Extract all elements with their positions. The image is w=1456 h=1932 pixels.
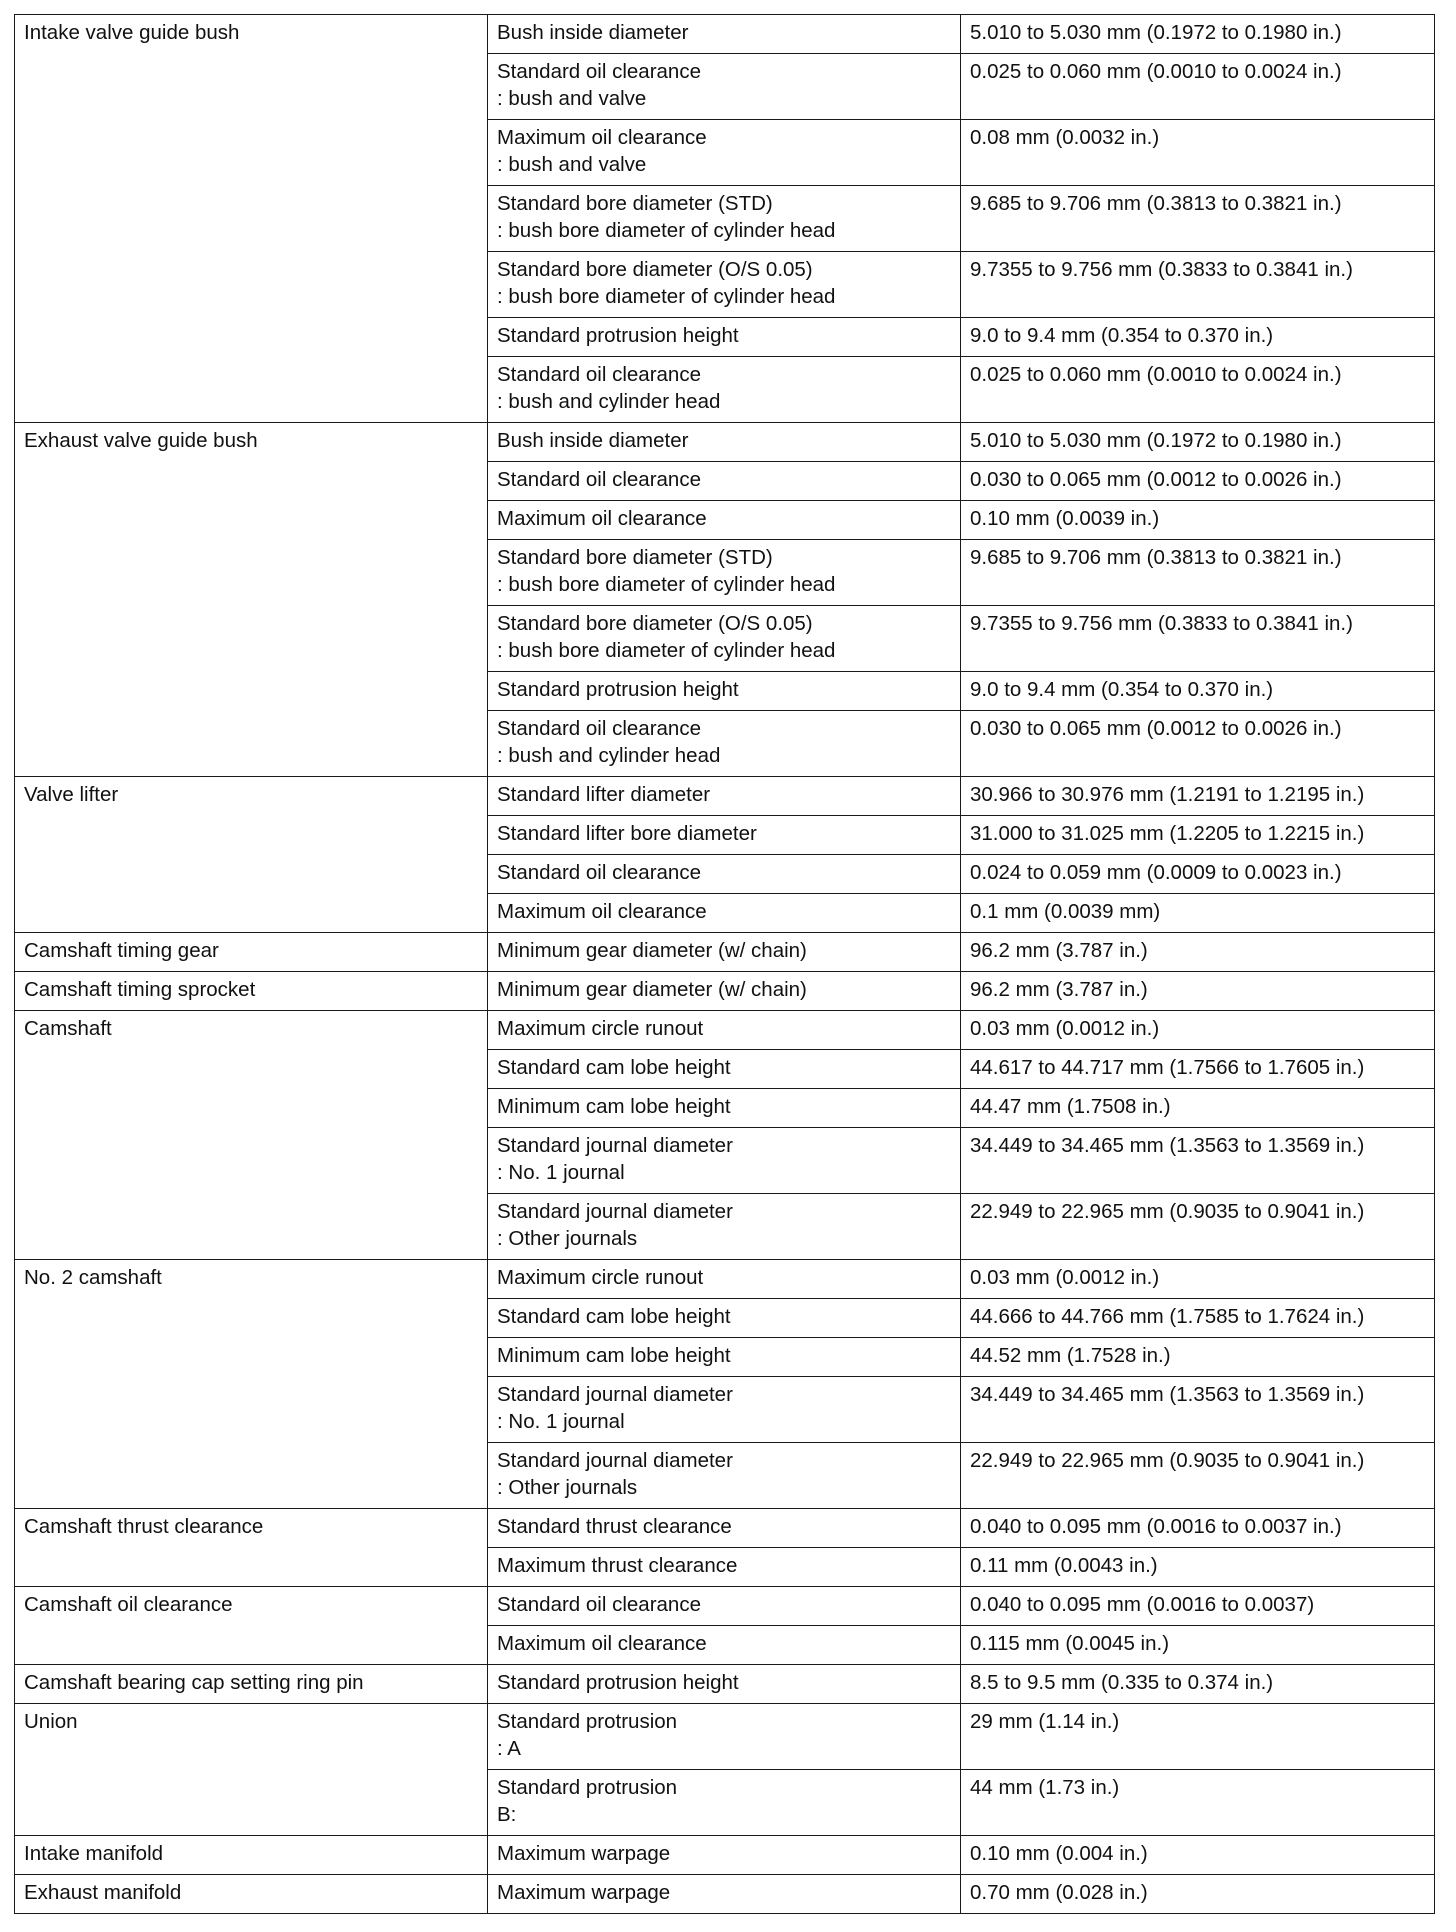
spec-value-cell: 0.025 to 0.060 mm (0.0010 to 0.0024 in.)	[961, 54, 1435, 120]
spec-item-cell	[488, 816, 961, 855]
spec-item-label: Standard oil clearance	[497, 60, 701, 83]
spec-value-cell: 9.0 to 9.4 mm (0.354 to 0.370 in.)	[961, 672, 1435, 711]
table-row	[15, 1587, 1435, 1626]
spec-item-cell	[488, 1836, 961, 1875]
spec-item-label: Maximum circle runout	[497, 1017, 704, 1040]
spec-item-qualifier: : bush bore diameter of cylinder head	[497, 219, 836, 242]
spec-item-qualifier: B:	[497, 1803, 517, 1826]
table-row	[15, 933, 1435, 972]
spec-item-label: Standard lifter diameter	[497, 783, 711, 806]
spec-item-cell	[488, 186, 961, 252]
spec-item-cell	[488, 1194, 961, 1260]
spec-item-qualifier: : bush and cylinder head	[497, 390, 721, 413]
spec-item-label: Maximum oil clearance	[497, 126, 707, 149]
component-name-cell: Camshaft	[15, 1011, 488, 1260]
spec-value-cell: 31.000 to 31.025 mm (1.2205 to 1.2215 in.)	[961, 816, 1435, 855]
spec-item-cell	[488, 1128, 961, 1194]
spec-item-label: Standard bore diameter (O/S 0.05)	[497, 612, 813, 635]
component-name-cell: No. 2 camshaft	[15, 1260, 488, 1509]
spec-item-cell	[488, 318, 961, 357]
spec-item-label: Minimum gear diameter (w/ chain)	[497, 978, 807, 1001]
table-row	[15, 1875, 1435, 1914]
spec-value-cell: 0.10 mm (0.004 in.)	[961, 1836, 1435, 1875]
component-name-cell: Camshaft bearing cap setting ring pin	[15, 1665, 488, 1704]
spec-item-label: Standard journal diameter	[497, 1134, 733, 1157]
table-row	[15, 1665, 1435, 1704]
spec-value-cell: 5.010 to 5.030 mm (0.1972 to 0.1980 in.)	[961, 423, 1435, 462]
spec-item-cell	[488, 1011, 961, 1050]
spec-item-qualifier: : A	[497, 1737, 521, 1760]
spec-value-cell: 0.70 mm (0.028 in.)	[961, 1875, 1435, 1914]
spec-item-cell	[488, 1050, 961, 1089]
spec-item-cell	[488, 252, 961, 318]
component-name-cell: Intake valve guide bush	[15, 15, 488, 423]
spec-item-cell	[488, 672, 961, 711]
table-row	[15, 1509, 1435, 1548]
spec-item-qualifier: : bush and cylinder head	[497, 744, 721, 767]
spec-item-label: Bush inside diameter	[497, 429, 689, 452]
spec-item-cell	[488, 1338, 961, 1377]
spec-item-label: Maximum oil clearance	[497, 1632, 707, 1655]
spec-value-cell: 0.11 mm (0.0043 in.)	[961, 1548, 1435, 1587]
spec-item-label: Maximum warpage	[497, 1881, 671, 1904]
spec-item-qualifier: : bush bore diameter of cylinder head	[497, 573, 836, 596]
spec-value-cell: 0.03 mm (0.0012 in.)	[961, 1011, 1435, 1050]
spec-item-label: Standard protrusion	[497, 1776, 678, 1799]
spec-item-label: Bush inside diameter	[497, 21, 689, 44]
spec-item-label: Standard protrusion	[497, 1710, 678, 1733]
spec-item-cell	[488, 1260, 961, 1299]
spec-value-cell: 44.52 mm (1.7528 in.)	[961, 1338, 1435, 1377]
spec-item-label: Standard bore diameter (STD)	[497, 546, 773, 569]
spec-item-label: Standard protrusion height	[497, 678, 739, 701]
spec-item-cell	[488, 540, 961, 606]
spec-value-cell: 30.966 to 30.976 mm (1.2191 to 1.2195 in.)	[961, 777, 1435, 816]
spec-item-cell	[488, 1299, 961, 1338]
spec-value-cell: 44.47 mm (1.7508 in.)	[961, 1089, 1435, 1128]
spec-value-cell: 44.617 to 44.717 mm (1.7566 to 1.7605 in.)	[961, 1050, 1435, 1089]
component-name-cell: Union	[15, 1704, 488, 1836]
spec-value-cell: 9.0 to 9.4 mm (0.354 to 0.370 in.)	[961, 318, 1435, 357]
spec-item-cell	[488, 501, 961, 540]
component-name-cell: Camshaft thrust clearance	[15, 1509, 488, 1587]
spec-item-cell	[488, 894, 961, 933]
table-row	[15, 1836, 1435, 1875]
spec-item-label: Minimum gear diameter (w/ chain)	[497, 939, 807, 962]
specification-table-body	[15, 15, 1435, 1914]
spec-item-label: Standard oil clearance	[497, 468, 701, 491]
spec-item-cell	[488, 1626, 961, 1665]
spec-value-cell: 44.666 to 44.766 mm (1.7585 to 1.7624 in.)	[961, 1299, 1435, 1338]
spec-item-qualifier: : bush and valve	[497, 153, 647, 176]
spec-item-cell	[488, 1770, 961, 1836]
spec-value-cell: 44 mm (1.73 in.)	[961, 1770, 1435, 1836]
spec-item-cell	[488, 933, 961, 972]
spec-item-label: Maximum warpage	[497, 1842, 671, 1865]
table-row	[15, 423, 1435, 462]
specification-table	[14, 14, 1435, 1914]
table-row	[15, 1011, 1435, 1050]
spec-item-cell	[488, 1587, 961, 1626]
spec-item-cell	[488, 423, 961, 462]
spec-item-cell	[488, 855, 961, 894]
component-name-cell: Camshaft timing gear	[15, 933, 488, 972]
component-name-cell: Camshaft oil clearance	[15, 1587, 488, 1665]
spec-item-label: Standard journal diameter	[497, 1200, 733, 1223]
spec-value-cell: 0.1 mm (0.0039 mm)	[961, 894, 1435, 933]
spec-item-qualifier: : No. 1 journal	[497, 1410, 625, 1433]
spec-item-cell	[488, 972, 961, 1011]
spec-item-label: Standard journal diameter	[497, 1449, 733, 1472]
spec-value-cell: 0.115 mm (0.0045 in.)	[961, 1626, 1435, 1665]
spec-item-cell	[488, 357, 961, 423]
table-row	[15, 1260, 1435, 1299]
spec-item-label: Standard bore diameter (STD)	[497, 192, 773, 215]
table-row	[15, 1704, 1435, 1770]
spec-item-qualifier: : bush bore diameter of cylinder head	[497, 639, 836, 662]
spec-value-cell: 34.449 to 34.465 mm (1.3563 to 1.3569 in.)	[961, 1377, 1435, 1443]
spec-value-cell: 5.010 to 5.030 mm (0.1972 to 0.1980 in.)	[961, 15, 1435, 54]
spec-value-cell: 8.5 to 9.5 mm (0.335 to 0.374 in.)	[961, 1665, 1435, 1704]
component-name-cell: Exhaust manifold	[15, 1875, 488, 1914]
spec-item-label: Standard oil clearance	[497, 363, 701, 386]
spec-item-qualifier: : Other journals	[497, 1476, 638, 1499]
spec-item-qualifier: : Other journals	[497, 1227, 638, 1250]
spec-item-label: Minimum cam lobe height	[497, 1095, 731, 1118]
spec-value-cell: 0.030 to 0.065 mm (0.0012 to 0.0026 in.)	[961, 462, 1435, 501]
spec-value-cell: 9.685 to 9.706 mm (0.3813 to 0.3821 in.)	[961, 540, 1435, 606]
spec-value-cell: 9.7355 to 9.756 mm (0.3833 to 0.3841 in.)	[961, 252, 1435, 318]
spec-value-cell: 0.08 mm (0.0032 in.)	[961, 120, 1435, 186]
spec-item-label: Maximum oil clearance	[497, 900, 707, 923]
spec-value-cell: 34.449 to 34.465 mm (1.3563 to 1.3569 in.)	[961, 1128, 1435, 1194]
spec-value-cell: 96.2 mm (3.787 in.)	[961, 972, 1435, 1011]
table-row	[15, 972, 1435, 1011]
spec-item-cell	[488, 1377, 961, 1443]
spec-item-label: Minimum cam lobe height	[497, 1344, 731, 1367]
spec-item-label: Standard protrusion height	[497, 1671, 739, 1694]
spec-item-qualifier: : bush and valve	[497, 87, 647, 110]
spec-item-cell	[488, 777, 961, 816]
component-name-cell: Valve lifter	[15, 777, 488, 933]
spec-item-label: Standard lifter bore diameter	[497, 822, 757, 845]
spec-item-label: Standard journal diameter	[497, 1383, 733, 1406]
spec-value-cell: 0.024 to 0.059 mm (0.0009 to 0.0023 in.)	[961, 855, 1435, 894]
spec-value-cell: 0.040 to 0.095 mm (0.0016 to 0.0037)	[961, 1587, 1435, 1626]
spec-value-cell: 0.025 to 0.060 mm (0.0010 to 0.0024 in.)	[961, 357, 1435, 423]
spec-item-cell	[488, 1875, 961, 1914]
spec-item-cell	[488, 1665, 961, 1704]
spec-item-cell	[488, 15, 961, 54]
spec-value-cell: 0.040 to 0.095 mm (0.0016 to 0.0037 in.)	[961, 1509, 1435, 1548]
spec-item-qualifier: : No. 1 journal	[497, 1161, 625, 1184]
spec-item-label: Standard oil clearance	[497, 861, 701, 884]
spec-item-qualifier: : bush bore diameter of cylinder head	[497, 285, 836, 308]
table-row	[15, 15, 1435, 54]
spec-item-cell	[488, 711, 961, 777]
spec-value-cell: 0.030 to 0.065 mm (0.0012 to 0.0026 in.)	[961, 711, 1435, 777]
table-row	[15, 777, 1435, 816]
spec-item-cell	[488, 1704, 961, 1770]
component-name-cell: Camshaft timing sprocket	[15, 972, 488, 1011]
spec-item-cell	[488, 1509, 961, 1548]
component-name-cell: Exhaust valve guide bush	[15, 423, 488, 777]
spec-value-cell: 0.03 mm (0.0012 in.)	[961, 1260, 1435, 1299]
component-name-cell: Intake manifold	[15, 1836, 488, 1875]
spec-item-cell	[488, 1089, 961, 1128]
spec-value-cell: 0.10 mm (0.0039 in.)	[961, 501, 1435, 540]
spec-item-label: Standard cam lobe height	[497, 1056, 731, 1079]
spec-item-label: Standard protrusion height	[497, 324, 739, 347]
spec-item-label: Maximum circle runout	[497, 1266, 704, 1289]
spec-item-label: Maximum thrust clearance	[497, 1554, 738, 1577]
spec-item-cell	[488, 120, 961, 186]
spec-item-cell	[488, 54, 961, 120]
spec-item-label: Standard oil clearance	[497, 717, 701, 740]
spec-item-cell	[488, 606, 961, 672]
spec-item-label: Standard cam lobe height	[497, 1305, 731, 1328]
spec-value-cell: 96.2 mm (3.787 in.)	[961, 933, 1435, 972]
spec-item-label: Standard oil clearance	[497, 1593, 701, 1616]
spec-value-cell: 29 mm (1.14 in.)	[961, 1704, 1435, 1770]
spec-item-cell	[488, 1443, 961, 1509]
spec-item-cell	[488, 462, 961, 501]
spec-item-label: Standard bore diameter (O/S 0.05)	[497, 258, 813, 281]
spec-item-label: Maximum oil clearance	[497, 507, 707, 530]
spec-item-cell	[488, 1548, 961, 1587]
spec-item-label: Standard thrust clearance	[497, 1515, 732, 1538]
spec-value-cell: 22.949 to 22.965 mm (0.9035 to 0.9041 in.)	[961, 1194, 1435, 1260]
spec-value-cell: 9.7355 to 9.756 mm (0.3833 to 0.3841 in.)	[961, 606, 1435, 672]
spec-value-cell: 22.949 to 22.965 mm (0.9035 to 0.9041 in.)	[961, 1443, 1435, 1509]
spec-value-cell: 9.685 to 9.706 mm (0.3813 to 0.3821 in.)	[961, 186, 1435, 252]
